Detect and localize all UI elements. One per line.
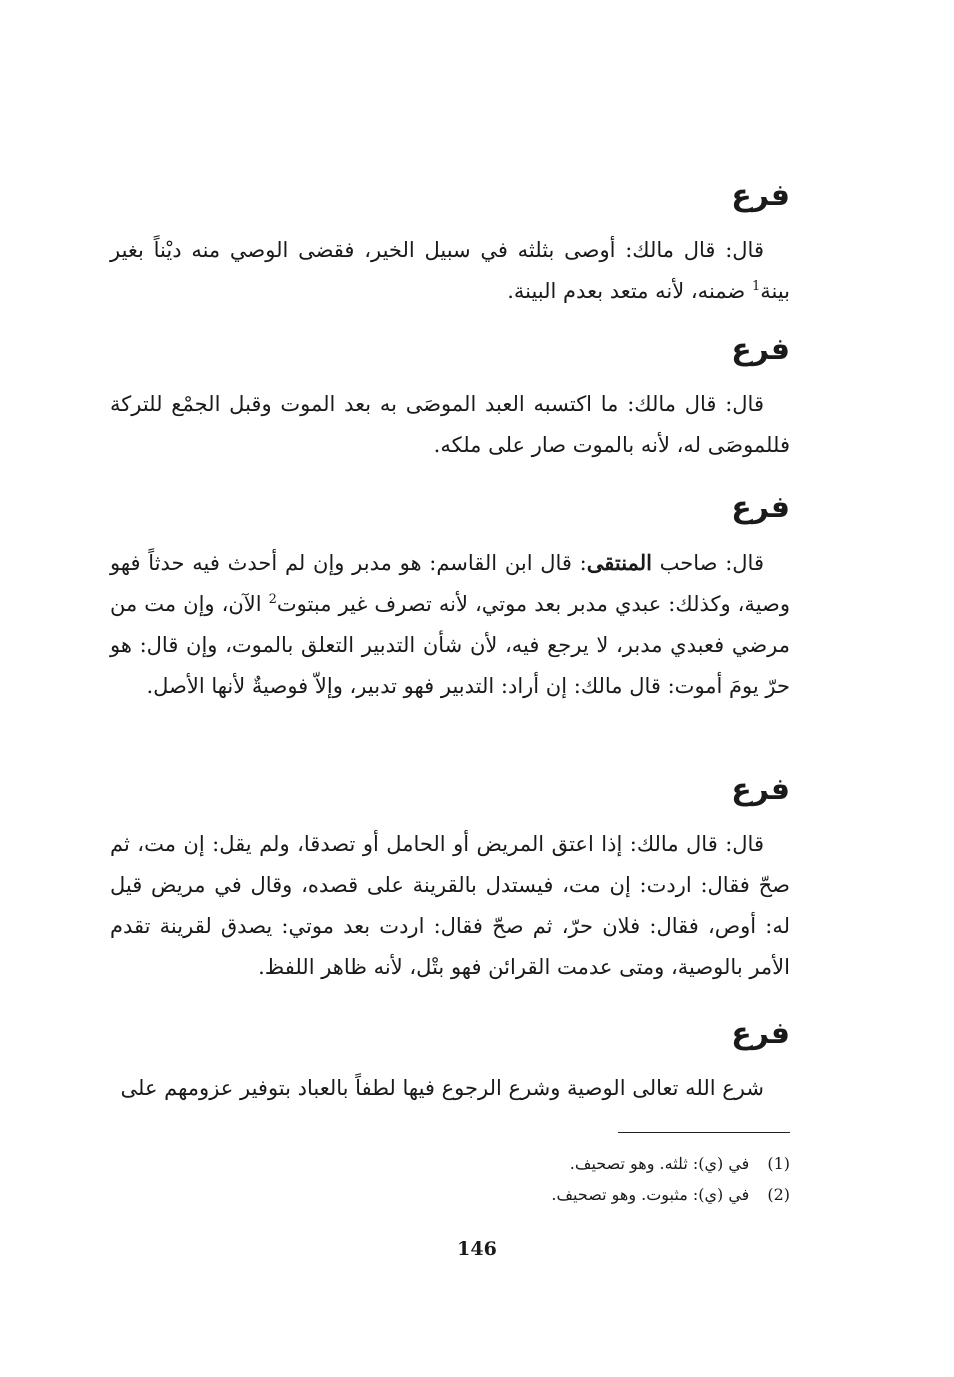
paragraph-text: قال: صاحب <box>651 551 764 575</box>
paragraph-text: الآن، وإن مت من مرضي فعبدي مدبر، لا يرجع فيه، لأن شأن التدبير التعلق بالموت، وإن قال: هو حرّ يومَ أموت: قال مالك: إن أراد: التدبير فهو تدبير، وإلاّ فوصيةٌ لأنها الأصل. <box>110 592 790 698</box>
section-heading: فرع <box>731 178 790 213</box>
section-5 <box>110 1014 790 1109</box>
section-paragraph: قال: قال مالك: إذا اعتق المريض أو الحامل أو تصدقا، ولم يقل: إن مت، ثم صحّ فقال: اردت: إن مت، فيستدل بالقرينة على قصده، وقال في مريض قيل له: أوص، فقال: فلان حرّ، ثم صحّ فقال: اردت بعد موتي: يصدق لقرينة تقدم الأمر بالوصية، ومتى عدمت القرائن فهو بتْل، لأنه ظاهر اللفظ. <box>110 832 790 979</box>
page-number: 146 <box>457 1238 497 1260</box>
section-paragraph <box>110 230 790 312</box>
section-paragraph: شرع الله تعالى الوصية وشرع الرجوع فيها لطفاً بالعباد بتوفير عزومهم على <box>120 1076 764 1100</box>
paragraph-text: : قال ابن القاسم: هو مدبر وإن لم أحدث فيه حدثاً فهو وصية، وكذلك: عبدي مدبر بعد موتي، لأنه تصرف غير مبتوت <box>110 551 791 616</box>
book-page <box>110 0 790 1377</box>
section-2 <box>110 330 790 466</box>
section-heading: فرع <box>731 332 790 367</box>
footnote <box>110 1179 790 1210</box>
paragraph-text: ضمنه، لأنه متعد بعدم البينة. <box>507 279 752 303</box>
section-paragraph <box>110 542 790 707</box>
footnote-number: (1) <box>767 1154 790 1173</box>
section-heading: فرع <box>731 1016 790 1051</box>
footnote <box>110 1148 790 1179</box>
book-title: المنتقى <box>586 550 652 575</box>
section-1 <box>110 176 790 312</box>
footnote-separator <box>618 1132 790 1133</box>
section-3 <box>110 488 790 707</box>
section-paragraph: قال: قال مالك: ما اكتسبه العبد الموصَى به بعد الموت وقبل الجمْع للتركة فللموصَى له، لأنه بالموت صار على ملكه. <box>110 392 790 457</box>
paragraph-text: قال: قال مالك: أوصى بثلثه في سبيل الخير، فقضى الوصي منه ديْناً بغير بينة <box>110 238 790 303</box>
footnotes <box>110 1148 790 1210</box>
footnote-number: (2) <box>767 1185 790 1204</box>
section-4 <box>110 770 790 988</box>
section-heading: فرع <box>731 490 790 525</box>
section-heading: فرع <box>731 772 790 807</box>
footnote-reference: 2 <box>268 592 277 607</box>
footnote-reference: 1 <box>751 279 761 294</box>
footnote-text: في (ي): ثلثه. وهو تصحيف. <box>569 1154 750 1173</box>
footnote-text: في (ي): مثبوت. وهو تصحيف. <box>551 1185 750 1204</box>
